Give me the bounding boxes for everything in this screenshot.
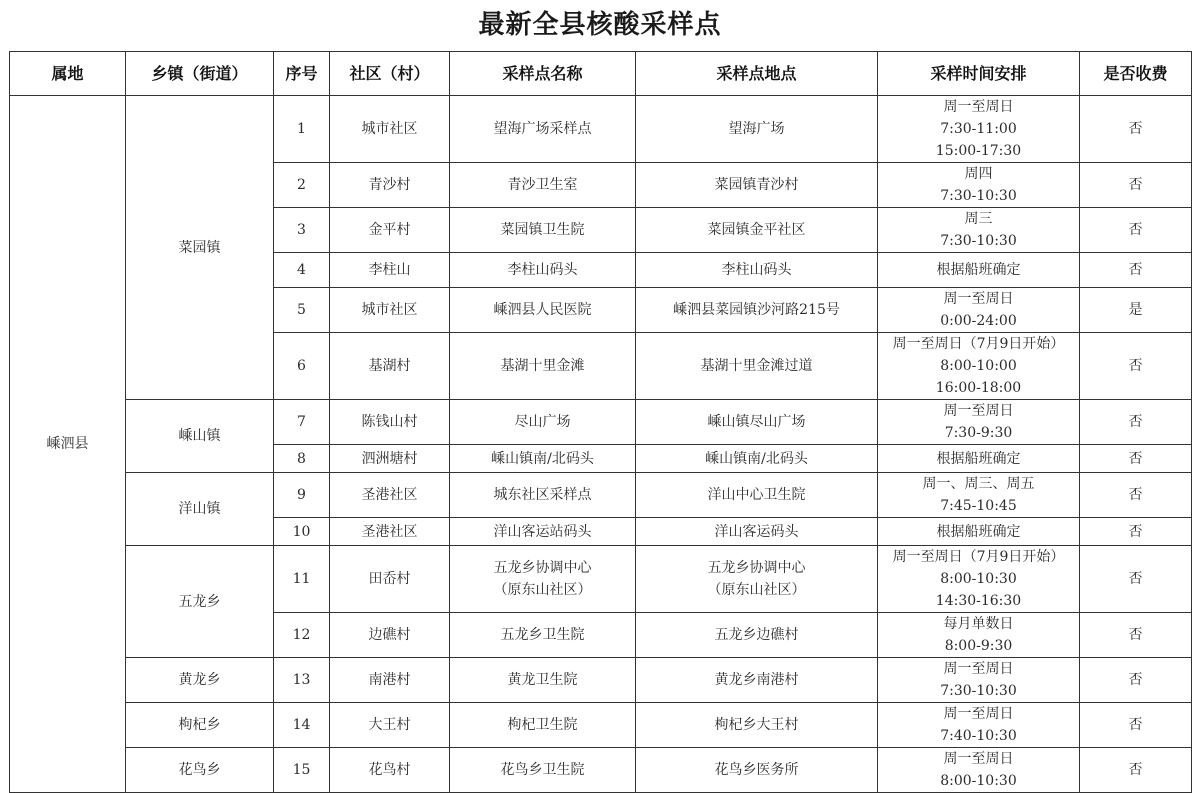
schedule-cell <box>878 518 1080 546</box>
schedule-cell <box>878 473 1080 518</box>
site-name-cell <box>450 253 636 288</box>
fee-cell: 否 <box>1080 518 1192 546</box>
text-line: 望海广场采样点 <box>493 121 592 137</box>
site-location-cell <box>636 703 878 748</box>
fee-cell: 否 <box>1080 473 1192 518</box>
text-line: 7:30-11:00 <box>940 121 1017 137</box>
sampling-sites-table <box>9 51 1192 793</box>
text-line: 五龙乡卫生院 <box>500 627 585 643</box>
site-name-cell <box>450 546 636 613</box>
community-cell: 圣港社区 <box>330 473 450 518</box>
table-row <box>10 658 1192 703</box>
text-line: 周一至周日 <box>943 403 1014 419</box>
fee-cell: 否 <box>1080 748 1192 793</box>
site-location-cell <box>636 658 878 703</box>
row-number-cell: 8 <box>274 445 330 473</box>
fee-cell: 否 <box>1080 445 1192 473</box>
schedule-cell <box>878 96 1080 163</box>
text-line: 基湖十里金滩过道 <box>700 358 813 374</box>
text-line: 根据船班确定 <box>936 523 1021 540</box>
text-line: 五龙乡协调中心 <box>493 560 592 576</box>
fee-cell: 否 <box>1080 96 1192 163</box>
town-cell: 花鸟乡 <box>126 748 274 793</box>
text-line: 李柱山码头 <box>721 262 792 278</box>
fee-cell: 否 <box>1080 208 1192 253</box>
text-line: 7:30-10:30 <box>940 233 1017 249</box>
text-line: 青沙卫生室 <box>507 177 578 193</box>
text-line: 洋山客运码头 <box>714 523 799 540</box>
text-line: 每月单数日 <box>943 616 1014 632</box>
site-location-cell <box>636 208 878 253</box>
fee-cell: 否 <box>1080 546 1192 613</box>
row-number-cell: 3 <box>274 208 330 253</box>
row-number-cell: 2 <box>274 163 330 208</box>
row-number-cell: 11 <box>274 546 330 613</box>
site-location-cell <box>636 333 878 400</box>
town-cell: 菜园镇 <box>126 96 274 400</box>
text-line: 望海广场 <box>728 121 785 137</box>
text-line: 菜园镇青沙村 <box>714 177 799 193</box>
fee-cell: 否 <box>1080 703 1192 748</box>
text-line: 周一至周日 <box>943 99 1014 115</box>
county-cell: 嵊泗县 <box>10 96 126 793</box>
fee-cell: 否 <box>1080 333 1192 400</box>
text-line: 根据船班确定 <box>936 262 1021 278</box>
row-number-cell: 14 <box>274 703 330 748</box>
text-line: 枸杞乡大王村 <box>714 717 799 733</box>
row-number-cell: 4 <box>274 253 330 288</box>
fee-cell: 否 <box>1080 163 1192 208</box>
site-location-cell <box>636 473 878 518</box>
text-line: 洋山客运站码头 <box>493 523 592 540</box>
table-row <box>10 748 1192 793</box>
text-line: 14:30-16:30 <box>935 593 1022 609</box>
table-body <box>10 96 1192 793</box>
text-line: 7:30-10:30 <box>940 188 1017 204</box>
text-line: 嵊山镇南/北码头 <box>491 450 594 467</box>
text-line: 嵊泗县人民医院 <box>493 302 592 318</box>
text-line: 根据船班确定 <box>936 450 1021 467</box>
schedule-cell <box>878 253 1080 288</box>
text-line: 7:30-10:30 <box>940 683 1017 699</box>
row-number-cell: 15 <box>274 748 330 793</box>
community-cell: 圣港社区 <box>330 518 450 546</box>
text-line: 花鸟乡医务所 <box>714 762 799 778</box>
text-line: 8:00-10:00 <box>940 358 1017 374</box>
schedule-cell <box>878 288 1080 333</box>
schedule-cell <box>878 333 1080 400</box>
text-line: 周四 <box>964 166 993 182</box>
community-cell: 南港村 <box>330 658 450 703</box>
text-line: 15:00-17:30 <box>935 143 1022 159</box>
site-location-cell <box>636 445 878 473</box>
header-town: 乡镇（街道） <box>126 52 274 96</box>
table-row <box>10 546 1192 613</box>
header-schedule: 采样时间安排 <box>878 52 1080 96</box>
community-cell: 基湖村 <box>330 333 450 400</box>
fee-cell: 否 <box>1080 613 1192 658</box>
site-name-cell <box>450 208 636 253</box>
community-cell: 陈钱山村 <box>330 400 450 445</box>
site-name-cell <box>450 445 636 473</box>
text-line: 8:00-10:30 <box>940 571 1017 587</box>
schedule-cell <box>878 445 1080 473</box>
row-number-cell: 13 <box>274 658 330 703</box>
text-line: 周一至周日（7月9日开始） <box>892 336 1065 352</box>
fee-cell: 否 <box>1080 658 1192 703</box>
site-name-cell <box>450 518 636 546</box>
site-name-cell <box>450 703 636 748</box>
text-line: 洋山中心卫生院 <box>707 487 806 503</box>
table-header-row <box>10 52 1192 96</box>
text-line: 16:00-18:00 <box>935 380 1022 396</box>
community-cell: 田岙村 <box>330 546 450 613</box>
text-line: 五龙乡协调中心 <box>707 560 806 576</box>
row-number-cell: 9 <box>274 473 330 518</box>
text-line: 嵊山镇南/北码头 <box>705 450 808 467</box>
site-location-cell <box>636 748 878 793</box>
text-line: 周一至周日 <box>943 661 1014 677</box>
row-number-cell: 7 <box>274 400 330 445</box>
site-location-cell <box>636 613 878 658</box>
site-location-cell <box>636 96 878 163</box>
text-line: 枸杞卫生院 <box>507 717 578 733</box>
site-name-cell <box>450 748 636 793</box>
community-cell: 城市社区 <box>330 96 450 163</box>
site-location-cell <box>636 163 878 208</box>
text-line: 菜园镇卫生院 <box>500 222 585 238</box>
text-line: 0:00-24:00 <box>940 313 1017 329</box>
town-cell: 枸杞乡 <box>126 703 274 748</box>
page-title: 最新全县核酸采样点 <box>478 10 722 40</box>
header-fee: 是否收费 <box>1080 52 1192 96</box>
schedule-cell <box>878 748 1080 793</box>
text-line: 7:40-10:30 <box>940 728 1017 744</box>
schedule-cell <box>878 613 1080 658</box>
community-cell: 城市社区 <box>330 288 450 333</box>
table-row <box>10 473 1192 518</box>
text-line: 8:00-9:30 <box>944 638 1013 654</box>
site-location-cell <box>636 288 878 333</box>
site-name-cell <box>450 473 636 518</box>
community-cell: 花鸟村 <box>330 748 450 793</box>
community-cell: 泗洲塘村 <box>330 445 450 473</box>
header-community: 社区（村） <box>330 52 450 96</box>
text-line: 花鸟乡卫生院 <box>500 762 585 778</box>
schedule-cell <box>878 163 1080 208</box>
text-line: 黄龙卫生院 <box>507 672 578 688</box>
site-name-cell <box>450 658 636 703</box>
table-row <box>10 703 1192 748</box>
header-locality: 属地 <box>10 52 126 96</box>
site-name-cell <box>450 613 636 658</box>
fee-cell: 否 <box>1080 400 1192 445</box>
site-location-cell <box>636 546 878 613</box>
table-row <box>10 96 1192 163</box>
site-location-cell <box>636 253 878 288</box>
row-number-cell: 12 <box>274 613 330 658</box>
text-line: 7:30-9:30 <box>944 425 1013 441</box>
community-cell: 李柱山 <box>330 253 450 288</box>
schedule-cell <box>878 400 1080 445</box>
community-cell: 青沙村 <box>330 163 450 208</box>
header-site-name: 采样点名称 <box>450 52 636 96</box>
site-name-cell <box>450 400 636 445</box>
schedule-cell <box>878 546 1080 613</box>
town-cell: 黄龙乡 <box>126 658 274 703</box>
schedule-cell <box>878 208 1080 253</box>
text-line: 李柱山码头 <box>507 262 578 278</box>
header-number: 序号 <box>274 52 330 96</box>
text-line: 菜园镇金平社区 <box>707 222 806 238</box>
town-cell: 嵊山镇 <box>126 400 274 473</box>
table-row <box>10 400 1192 445</box>
schedule-cell <box>878 703 1080 748</box>
text-line: 五龙乡边礁村 <box>714 627 799 643</box>
row-number-cell: 5 <box>274 288 330 333</box>
text-line: 黄龙乡南港村 <box>714 672 799 688</box>
row-number-cell: 1 <box>274 96 330 163</box>
site-name-cell <box>450 333 636 400</box>
text-line: 嵊山镇尽山广场 <box>707 414 806 430</box>
text-line: （原东山社区） <box>493 582 592 598</box>
text-line: 周一至周日 <box>943 706 1014 722</box>
text-line: 周三 <box>964 211 993 227</box>
site-name-cell <box>450 96 636 163</box>
text-line: 城东社区采样点 <box>493 487 592 503</box>
community-cell: 边礁村 <box>330 613 450 658</box>
text-line: 7:45-10:45 <box>940 498 1017 514</box>
text-line: 周一至周日 <box>943 291 1014 307</box>
site-location-cell <box>636 400 878 445</box>
text-line: （原东山社区） <box>707 582 806 598</box>
text-line: 周一至周日 <box>943 751 1014 767</box>
site-name-cell <box>450 163 636 208</box>
town-cell: 洋山镇 <box>126 473 274 546</box>
town-cell: 五龙乡 <box>126 546 274 658</box>
schedule-cell <box>878 658 1080 703</box>
fee-cell: 否 <box>1080 253 1192 288</box>
row-number-cell: 10 <box>274 518 330 546</box>
community-cell: 大王村 <box>330 703 450 748</box>
row-number-cell: 6 <box>274 333 330 400</box>
text-line: 周一、周三、周五 <box>922 476 1035 492</box>
header-site-location: 采样点地点 <box>636 52 878 96</box>
text-line: 8:00-10:30 <box>940 773 1017 789</box>
community-cell: 金平村 <box>330 208 450 253</box>
site-name-cell <box>450 288 636 333</box>
site-location-cell <box>636 518 878 546</box>
text-line: 尽山广场 <box>514 414 571 430</box>
text-line: 嵊泗县菜园镇沙河路215号 <box>673 302 840 318</box>
text-line: 周一至周日（7月9日开始） <box>892 549 1065 565</box>
fee-cell: 是 <box>1080 288 1192 333</box>
text-line: 基湖十里金滩 <box>500 358 585 374</box>
